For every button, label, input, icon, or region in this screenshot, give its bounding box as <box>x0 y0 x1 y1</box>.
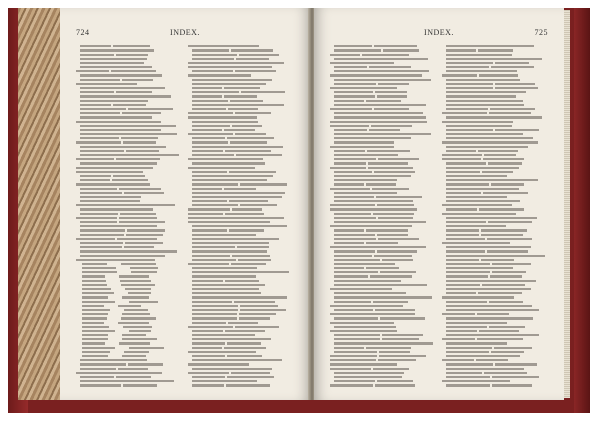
marbled-endpaper <box>18 8 66 400</box>
page-block-edge <box>564 10 570 398</box>
left-page-number: 724 <box>76 28 90 37</box>
text-line <box>442 387 548 388</box>
right-column-1 <box>330 44 434 388</box>
left-column-1 <box>76 44 180 388</box>
text-line <box>76 232 180 236</box>
right-page-number: 725 <box>534 28 548 37</box>
left-column-2 <box>188 44 294 388</box>
text-line <box>330 387 434 388</box>
right-page-heading: INDEX. <box>424 28 454 37</box>
book-cover-right-edge <box>574 8 590 413</box>
text-line <box>442 140 548 144</box>
text-line <box>76 299 180 303</box>
text-line <box>330 73 434 77</box>
text-line <box>188 387 294 388</box>
right-column-2 <box>442 44 548 388</box>
left-page-heading: INDEX. <box>170 28 200 37</box>
text-line <box>76 253 180 257</box>
text-line <box>330 119 434 123</box>
left-running-head <box>76 28 294 38</box>
text-line <box>442 253 548 257</box>
left-page <box>60 8 310 400</box>
text-line <box>330 207 434 211</box>
right-running-head <box>330 28 548 38</box>
text-line <box>188 52 294 56</box>
right-page <box>314 8 564 400</box>
text-line <box>76 387 180 388</box>
text-line <box>330 341 434 345</box>
